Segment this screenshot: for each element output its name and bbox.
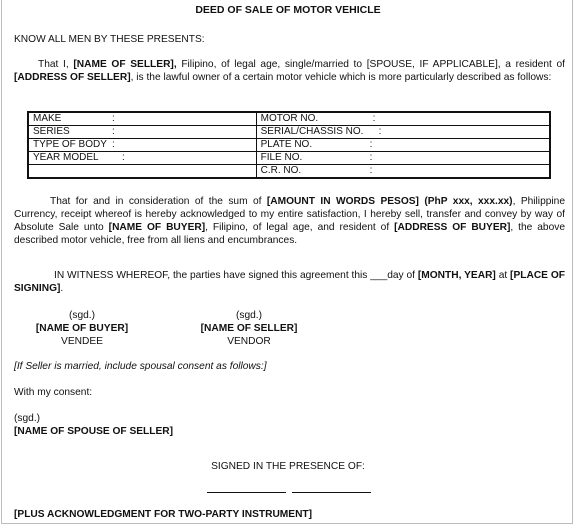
acknowledgment-note: [PLUS ACKNOWLEDGMENT FOR TWO-PARTY INSTRUMENT] [14,509,313,520]
intro-line: KNOW ALL MEN BY THESE PRESENTS: [14,34,205,45]
consideration-paragraph: That for and in consideration of the sum of [AMOUNT IN WORDS PESOS] (PhP xxx, xxx.xx), Philippine Currency, receipt whereof is hereby acknowledged to my entire satisfaction, I hereby sell, transfer and convey by way of Absolute Sale unto [NAME OF BUYER], Filipino, of legal age, and resident of [ADDRESS OF BUYER], the above described motor vehicle, free from all liens and encumbrances. [14,196,566,246]
witness-paragraph: IN WITNESS WHEREOF, the parties have signed this agreement this ___day of [MONTH, YEAR] at [PLACE OF SIGNING]. [14,270,565,294]
witness-line-2 [292,492,371,493]
field-colon: : [112,126,115,137]
table-row [28,152,550,165]
buyer-signature-block [17,309,147,348]
table-row [28,139,550,152]
field-colon: : [369,152,373,163]
field-label: YEAR MODEL [33,152,99,163]
field-label: SERIES [33,126,70,137]
seller-signature-block [184,309,314,348]
field-label: MAKE [33,113,62,124]
field-label: SERIAL/CHASSIS NO. [260,126,364,137]
field-colon: : [369,165,373,176]
seller-role: VENDOR [227,336,271,347]
field-label: TYPE OF BODY [33,139,107,150]
seller-paragraph: That I, [NAME OF SELLER], Filipino, of legal age, single/married to [SPOUSE, IF APPLICABLE], a resident of [ADDRESS OF SELLER], is the lawful owner of a certain motor vehicle which is more particularly described as follows: [14,59,565,83]
presence-heading: SIGNED IN THE PRESENCE OF: [211,461,365,472]
seller-name: [NAME OF SELLER] [200,323,298,334]
married-note: [If Seller is married, include spousal consent as follows:] [14,361,267,372]
buyer-name: [NAME OF BUYER] [35,323,129,334]
table-row [28,126,550,139]
witness-line-1 [207,492,286,493]
document-title: DEED OF SALE OF MOTOR VEHICLE [195,4,381,16]
table-row [28,112,550,126]
table-row [28,165,550,179]
buyer-role: VENDEE [61,336,103,347]
buyer-sgd: (sgd.) [68,310,96,321]
field-label: MOTOR NO. [260,113,319,124]
field-colon: : [112,139,115,150]
spouse-name: [NAME OF SPOUSE OF SELLER] [14,426,174,437]
field-colon: : [112,113,115,124]
spouse-sgd: (sgd.) [14,413,41,424]
consent-line: With my consent: [14,387,93,398]
field-colon: : [372,113,376,124]
field-label: C.R. NO. [260,165,302,176]
vehicle-details-table [27,111,551,179]
field-colon: : [369,139,373,150]
field-label: PLATE NO. [260,139,313,150]
seller-sgd: (sgd.) [235,310,263,321]
field-colon: : [122,152,125,163]
field-label: FILE NO. [260,152,303,163]
field-colon: : [378,126,382,137]
